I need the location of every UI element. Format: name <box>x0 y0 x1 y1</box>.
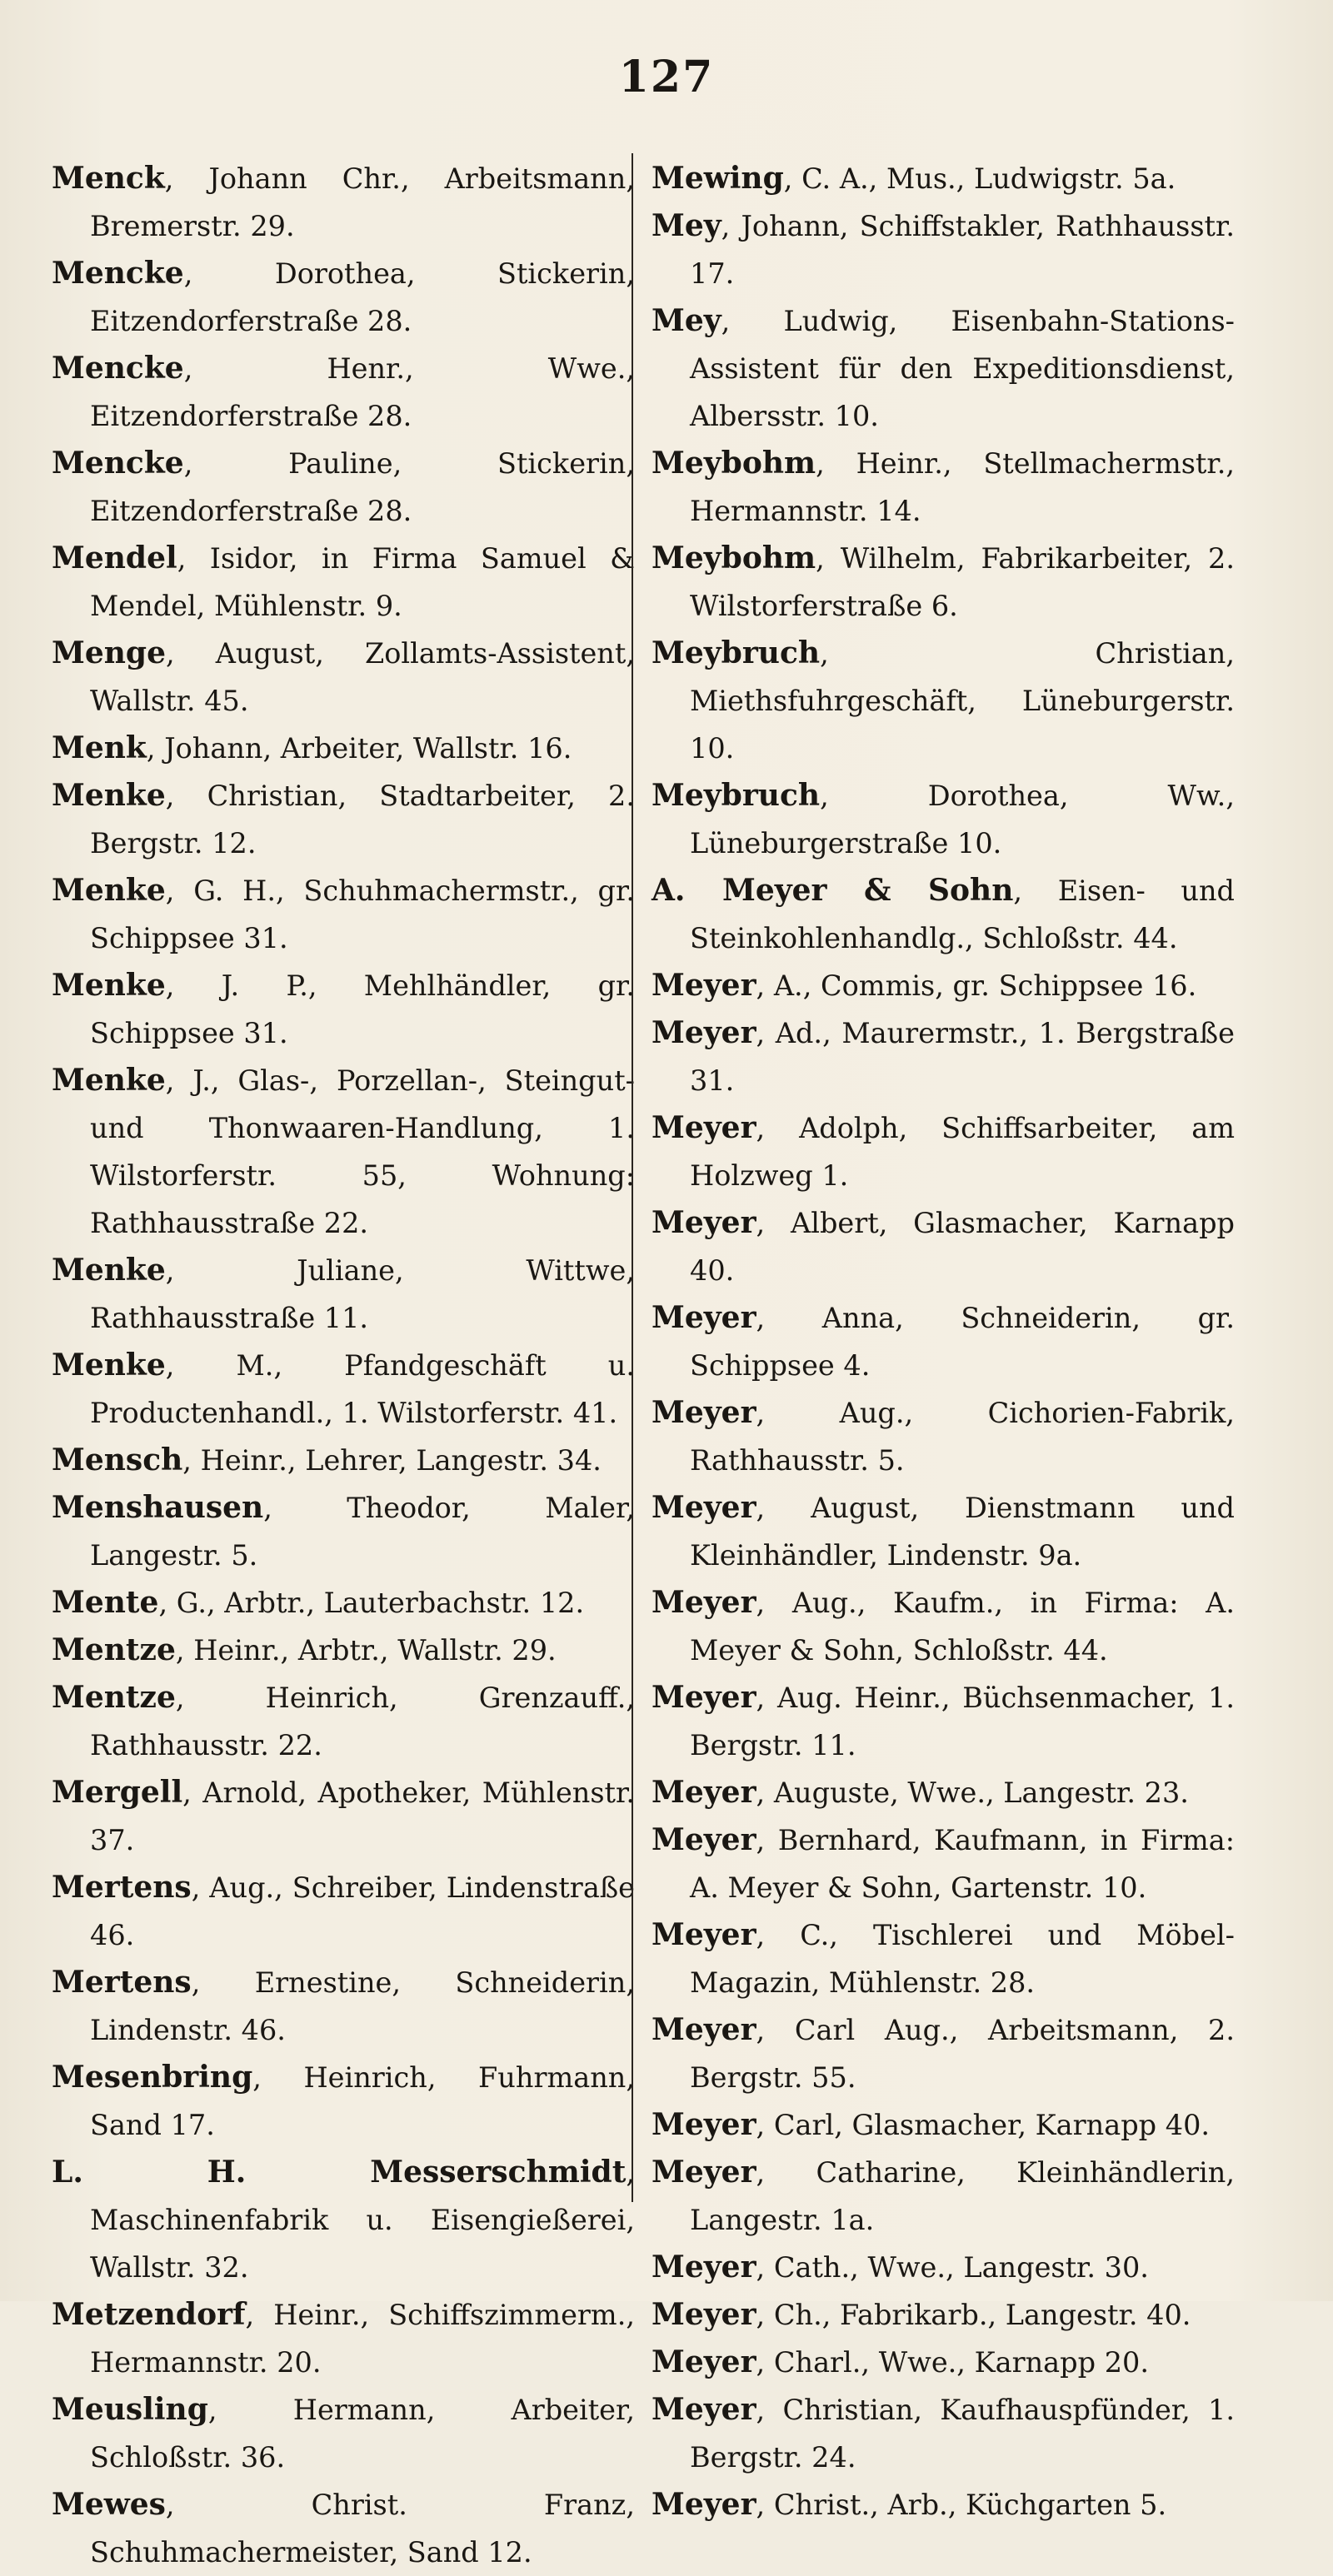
entry-name: Meyer <box>652 2250 756 2285</box>
directory-entry: Mente, G., Arbtr., Lauterbachstr. 12. <box>52 1585 585 1620</box>
entry-details: Wilhelm, Fabrikarbeiter, 2. Wilstorferstraße 6. <box>690 542 1235 622</box>
entry-name: Meyer <box>652 2297 756 2332</box>
directory-entry: Meyer, Carl, Glasmacher, Karnapp 40. <box>652 2107 1211 2142</box>
entry-name: Meyer <box>652 1585 756 1620</box>
entry-name: Menke <box>52 968 166 1003</box>
directory-entry: Mertens, Aug., Schreiber, Lindenstraße 46. <box>52 1870 635 1951</box>
entry-details: Pauline, Stickerin, Eitzendorferstraße 28. <box>90 447 635 527</box>
directory-entry: Meyer, August, Dienstmann und Kleinhändler, Lindenstr. 9a. <box>652 1490 1235 1572</box>
entry-name: Mey <box>652 208 721 243</box>
directory-entry: Mencke, Dorothea, Stickerin, Eitzendorferstraße 28. <box>52 256 635 337</box>
entry-name: Mencke <box>52 446 184 481</box>
entry-details: Christ. Franz, Schuhmachermeister, Sand 12. <box>90 2489 635 2569</box>
entry-details: Christ., Arb., Küchgarten 5. <box>773 2489 1167 2521</box>
entry-name: Menke <box>52 1348 166 1383</box>
directory-entry: Meyer, C., Tischlerei und Möbel-Magazin, Mühlenstr. 28. <box>652 1917 1235 1999</box>
entry-name: Menke <box>52 778 166 813</box>
directory-entry: Meyer, Christ., Arb., Küchgarten 5. <box>652 2487 1167 2522</box>
directory-entry: Menke, G. H., Schuhmachermstr., gr. Schippsee 31. <box>52 873 635 954</box>
entry-name: Menke <box>52 1253 166 1288</box>
entry-details: Anna, Schneiderin, gr. Schippsee 4. <box>690 1302 1235 1382</box>
directory-entry: Meyer, Auguste, Wwe., Langestr. 23. <box>652 1775 1189 1810</box>
directory-entry: Meybruch, Dorothea, Ww., Lüneburgerstraße 10. <box>652 778 1235 859</box>
entry-details: Theodor, Maler, Langestr. 5. <box>90 1492 635 1572</box>
directory-entry: Meyer, Carl Aug., Arbeitsmann, 2. Bergstr. 55. <box>652 2012 1235 2094</box>
entry-details: Adolph, Schiffsarbeiter, am Holzweg 1. <box>690 1112 1235 1192</box>
entry-name: Meyer <box>652 2012 756 2047</box>
page-number: 127 <box>618 52 715 102</box>
entry-details: Johann, Schiffstakler, Rathhausstr. 17. <box>690 210 1235 290</box>
entry-details: A., Commis, gr. Schippsee 16. <box>773 969 1197 1002</box>
directory-entry: A. Meyer & Sohn, Eisen- und Steinkohlenhandlg., Schloßstr. 44. <box>652 873 1235 954</box>
entry-details: Christian, Kaufhauspfünder, 1. Bergstr. 24. <box>690 2394 1235 2474</box>
directory-entry: Menke, J. P., Mehlhändler, gr. Schippsee 31. <box>52 968 635 1049</box>
directory-entry: Mesenbring, Heinrich, Fuhrmann, Sand 17. <box>52 2060 635 2141</box>
entry-name: Mencke <box>52 351 184 386</box>
entry-details: Heinr., Arbtr., Wallstr. 29. <box>193 1634 557 1667</box>
entry-name: Mey <box>652 303 721 338</box>
entry-name: Mesenbring <box>52 2060 253 2095</box>
entry-name: Meyer <box>652 968 756 1003</box>
entry-details: Bernhard, Kaufmann, in Firma: A. Meyer & Sohn, Gartenstr. 10. <box>690 1824 1235 1904</box>
entry-name: Mendel <box>52 541 177 575</box>
entry-details: C., Tischlerei und Möbel-Magazin, Mühlenstr. 28. <box>690 1919 1235 1999</box>
directory-entry: Menke, Christian, Stadtarbeiter, 2. Bergstr. 12. <box>52 778 635 859</box>
directory-entry: Meyer, Aug. Heinr., Büchsenmacher, 1. Bergstr. 11. <box>652 1680 1235 1761</box>
directory-entry: Meyer, Ch., Fabrikarb., Langestr. 40. <box>652 2297 1191 2332</box>
directory-entry: Meybohm, Wilhelm, Fabrikarbeiter, 2. Wilstorferstraße 6. <box>652 541 1235 622</box>
entry-name: Meybruch <box>652 778 821 813</box>
entry-name: Mensch <box>52 1442 183 1477</box>
entry-name: Metzendorf <box>52 2297 246 2332</box>
entry-name: Mentze <box>52 1632 176 1667</box>
directory-entry: Mertens, Ernestine, Schneiderin, Lindenstr. 46. <box>52 1965 635 2046</box>
right-column <box>652 155 1235 2529</box>
entry-details: Henr., Wwe., Eitzendorferstraße 28. <box>90 352 635 432</box>
entry-details: Johann Chr., Arbeitsmann, Bremerstr. 29. <box>90 162 635 242</box>
directory-entry: Meyer, A., Commis, gr. Schippsee 16. <box>652 968 1197 1003</box>
entry-name: Menge <box>52 635 167 670</box>
directory-entry: Meyer, Christian, Kaufhauspfünder, 1. Bergstr. 24. <box>652 2392 1235 2474</box>
directory-entry: Metzendorf, Heinr., Schiffszimmerm., Hermannstr. 20. <box>52 2297 635 2379</box>
entry-name: Meyer <box>652 2107 756 2142</box>
entry-details: Arnold, Apotheker, Mühlenstr. 37. <box>90 1776 635 1856</box>
directory-entry: Meyer, Anna, Schneiderin, gr. Schippsee 4. <box>652 1300 1235 1382</box>
entry-name: Mergell <box>52 1775 183 1810</box>
directory-entry: Meyer, Catharine, Kleinhändlerin, Langestr. 1a. <box>652 2155 1235 2236</box>
entry-details: August, Zollamts-Assistent, Wallstr. 45. <box>90 637 635 717</box>
entry-name: Meybohm <box>652 446 816 481</box>
directory-entry: Menge, August, Zollamts-Assistent, Wallstr. 45. <box>52 635 635 717</box>
entry-name: Meyer <box>652 1917 756 1952</box>
directory-entry: Menke, Juliane, Wittwe, Rathhausstraße 11. <box>52 1253 635 1334</box>
directory-entry: L. H. Messerschmidt, Maschinenfabrik u. Eisengießerei, Wallstr. 32. <box>52 2155 635 2284</box>
entry-details: Carl, Glasmacher, Karnapp 40. <box>773 2109 1211 2141</box>
entry-details: Heinr., Schiffszimmerm., Hermannstr. 20. <box>90 2299 635 2379</box>
entry-details: August, Dienstmann und Kleinhändler, Lindenstr. 9a. <box>690 1492 1235 1572</box>
entry-details: Eisen- und Steinkohlenhandlg., Schloßstr. 44. <box>690 874 1235 954</box>
entry-name: Mewing <box>652 161 784 196</box>
entry-details: Ad., Maurermstr., 1. Bergstraße 31. <box>690 1017 1235 1097</box>
directory-entry: Menshausen, Theodor, Maler, Langestr. 5. <box>52 1490 635 1572</box>
entry-name: A. Meyer & Sohn <box>652 873 1014 908</box>
directory-entry: Meyer, Bernhard, Kaufmann, in Firma: A. Meyer & Sohn, Gartenstr. 10. <box>652 1822 1235 1904</box>
entry-name: Menke <box>52 1063 166 1098</box>
entry-details: J. P., Mehlhändler, gr. Schippsee 31. <box>90 969 635 1049</box>
entry-name: Meyer <box>652 1395 756 1430</box>
directory-entry: Mey, Ludwig, Eisenbahn-Stations-Assistent für den Expeditionsdienst, Albersstr. 10. <box>652 303 1235 432</box>
entry-name: Meybruch <box>652 635 821 670</box>
entry-name: Meyer <box>652 1015 756 1050</box>
directory-entry: Meyer, Albert, Glasmacher, Karnapp 40. <box>652 1205 1235 1287</box>
directory-entry: Menke, J., Glas-, Porzellan-, Steingut- und Thonwaaren-Handlung, 1. Wilstorferstr. 55, Wohnung: Rathhausstraße 22. <box>52 1063 635 1239</box>
entry-name: Mertens <box>52 1870 192 1905</box>
entry-details: Aug., Cichorien-Fabrik, Rathhausstr. 5. <box>690 1397 1235 1477</box>
entry-details: Christian, Miethsfuhrgeschäft, Lüneburgerstr. 10. <box>690 637 1235 765</box>
entry-name: Meusling <box>52 2392 208 2427</box>
directory-entry: Meusling, Hermann, Arbeiter, Schloßstr. 36. <box>52 2392 635 2474</box>
entry-name: Meyer <box>652 2344 756 2379</box>
entry-details: Ch., Fabrikarb., Langestr. 40. <box>773 2299 1191 2331</box>
entry-details: Heinrich, Grenzauff., Rathhausstr. 22. <box>90 1682 635 1761</box>
entry-name: Meyer <box>652 1490 756 1525</box>
directory-entry: Meyer, Cath., Wwe., Langestr. 30. <box>652 2250 1149 2285</box>
entry-name: Mentze <box>52 1680 176 1715</box>
directory-entry: Meyer, Adolph, Schiffsarbeiter, am Holzweg 1. <box>652 1110 1235 1192</box>
directory-entry: Meybohm, Heinr., Stellmachermstr., Hermannstr. 14. <box>652 446 1235 527</box>
directory-entry: Mewes, Christ. Franz, Schuhmachermeister, Sand 12. <box>52 2487 635 2569</box>
entry-name: Meyer <box>652 2155 756 2190</box>
directory-entry: Menke, M., Pfandgeschäft u. Productenhandl., 1. Wilstorferstr. 41. <box>52 1348 635 1429</box>
directory-entry: Meyer, Ad., Maurermstr., 1. Bergstraße 31. <box>652 1015 1235 1097</box>
column-divider <box>632 153 633 2202</box>
entry-name: Mewes <box>52 2487 166 2522</box>
entry-name: Menshausen <box>52 1490 264 1525</box>
entry-details: J., Glas-, Porzellan-, Steingut- und Thonwaaren-Handlung, 1. Wilstorferstr. 55, Wohnung: Rathhausstraße 22. <box>90 1064 635 1239</box>
entry-details: M., Pfandgeschäft u. Productenhandl., 1. Wilstorferstr. 41. <box>90 1349 635 1429</box>
entry-details: Dorothea, Stickerin, Eitzendorferstraße 28. <box>90 257 635 337</box>
entry-details: Aug. Heinr., Büchsenmacher, 1. Bergstr. 11. <box>690 1682 1235 1761</box>
entry-name: L. H. Messerschmidt <box>52 2155 627 2190</box>
directory-entry: Menk, Johann, Arbeiter, Wallstr. 16. <box>52 730 572 765</box>
entry-details: Catharine, Kleinhändlerin, Langestr. 1a. <box>690 2156 1235 2236</box>
entry-name: Meyer <box>652 1300 756 1335</box>
entry-name: Meyer <box>652 1110 756 1145</box>
entry-details: Heinr., Lehrer, Langestr. 34. <box>200 1444 602 1477</box>
entry-name: Menk <box>52 730 147 765</box>
entry-name: Meyer <box>652 1822 756 1857</box>
entry-details: Ludwig, Eisenbahn-Stations-Assistent für den Expeditionsdienst, Albersstr. 10. <box>690 305 1235 432</box>
entry-name: Menke <box>52 873 166 908</box>
entry-details: C. A., Mus., Ludwigstr. 5a. <box>801 162 1176 195</box>
entry-details: Albert, Glasmacher, Karnapp 40. <box>690 1207 1235 1287</box>
entry-details: Cath., Wwe., Langestr. 30. <box>773 2251 1149 2284</box>
left-column <box>52 155 635 2576</box>
entry-details: Aug., Schreiber, Lindenstraße 46. <box>90 1871 635 1951</box>
directory-entry: Mencke, Pauline, Stickerin, Eitzendorferstraße 28. <box>52 446 635 527</box>
entry-name: Meyer <box>652 2487 756 2522</box>
entry-details: G., Arbtr., Lauterbachstr. 12. <box>176 1587 585 1619</box>
directory-entry: Mergell, Arnold, Apotheker, Mühlenstr. 37. <box>52 1775 635 1856</box>
entry-details: Juliane, Wittwe, Rathhausstraße 11. <box>90 1254 635 1334</box>
directory-entry: Mey, Johann, Schiffstakler, Rathhausstr. 17. <box>652 208 1235 290</box>
entry-name: Mencke <box>52 256 184 291</box>
directory-entry: Meyer, Aug., Cichorien-Fabrik, Rathhausstr. 5. <box>652 1395 1235 1477</box>
directory-entry: Mewing, C. A., Mus., Ludwigstr. 5a. <box>652 161 1176 196</box>
directory-entry: Menck, Johann Chr., Arbeitsmann, Bremerstr. 29. <box>52 161 635 242</box>
entry-details: Heinrich, Fuhrmann, Sand 17. <box>90 2061 635 2141</box>
entry-details: Aug., Kaufm., in Firma: A. Meyer & Sohn, Schloßstr. 44. <box>690 1587 1235 1667</box>
entry-name: Meyer <box>652 1775 756 1810</box>
entry-details: Heinr., Stellmachermstr., Hermannstr. 14. <box>690 447 1235 527</box>
entry-details: Dorothea, Ww., Lüneburgerstraße 10. <box>690 780 1235 859</box>
directory-entry: Mendel, Isidor, in Firma Samuel & Mendel, Mühlenstr. 9. <box>52 541 635 622</box>
entry-name: Mente <box>52 1585 159 1620</box>
directory-entry: Mentze, Heinr., Arbtr., Wallstr. 29. <box>52 1632 557 1667</box>
directory-entry: Meyer, Aug., Kaufm., in Firma: A. Meyer & Sohn, Schloßstr. 44. <box>652 1585 1235 1667</box>
entry-details: Maschinenfabrik u. Eisengießerei, Wallstr. 32. <box>90 2204 635 2284</box>
entry-details: Charl., Wwe., Karnapp 20. <box>773 2346 1149 2379</box>
entry-name: Mertens <box>52 1965 192 2000</box>
entry-name: Menck <box>52 161 165 196</box>
directory-entry: Meybruch, Christian, Miethsfuhrgeschäft, Lüneburgerstr. 10. <box>652 635 1235 765</box>
entry-details: Isidor, in Firma Samuel & Mendel, Mühlenstr. 9. <box>90 542 635 622</box>
entry-name: Meyer <box>652 1205 756 1240</box>
directory-entry: Mensch, Heinr., Lehrer, Langestr. 34. <box>52 1442 602 1477</box>
entry-details: Johann, Arbeiter, Wallstr. 16. <box>164 732 572 765</box>
directory-entry: Meyer, Charl., Wwe., Karnapp 20. <box>652 2344 1149 2379</box>
entry-details: Carl Aug., Arbeitsmann, 2. Bergstr. 55. <box>690 2014 1235 2094</box>
entry-name: Meybohm <box>652 541 816 575</box>
entry-details: Ernestine, Schneiderin, Lindenstr. 46. <box>90 1966 635 2046</box>
directory-entry: Mencke, Henr., Wwe., Eitzendorferstraße 28. <box>52 351 635 432</box>
entry-details: Hermann, Arbeiter, Schloßstr. 36. <box>90 2394 635 2474</box>
directory-entry: Mentze, Heinrich, Grenzauff., Rathhausstr. 22. <box>52 1680 635 1761</box>
entry-name: Meyer <box>652 1680 756 1715</box>
entry-details: Auguste, Wwe., Langestr. 23. <box>773 1776 1189 1809</box>
entry-details: Christian, Stadtarbeiter, 2. Bergstr. 12. <box>90 780 635 859</box>
entry-name: Meyer <box>652 2392 756 2427</box>
entry-details: G. H., Schuhmachermstr., gr. Schippsee 31. <box>90 874 635 954</box>
